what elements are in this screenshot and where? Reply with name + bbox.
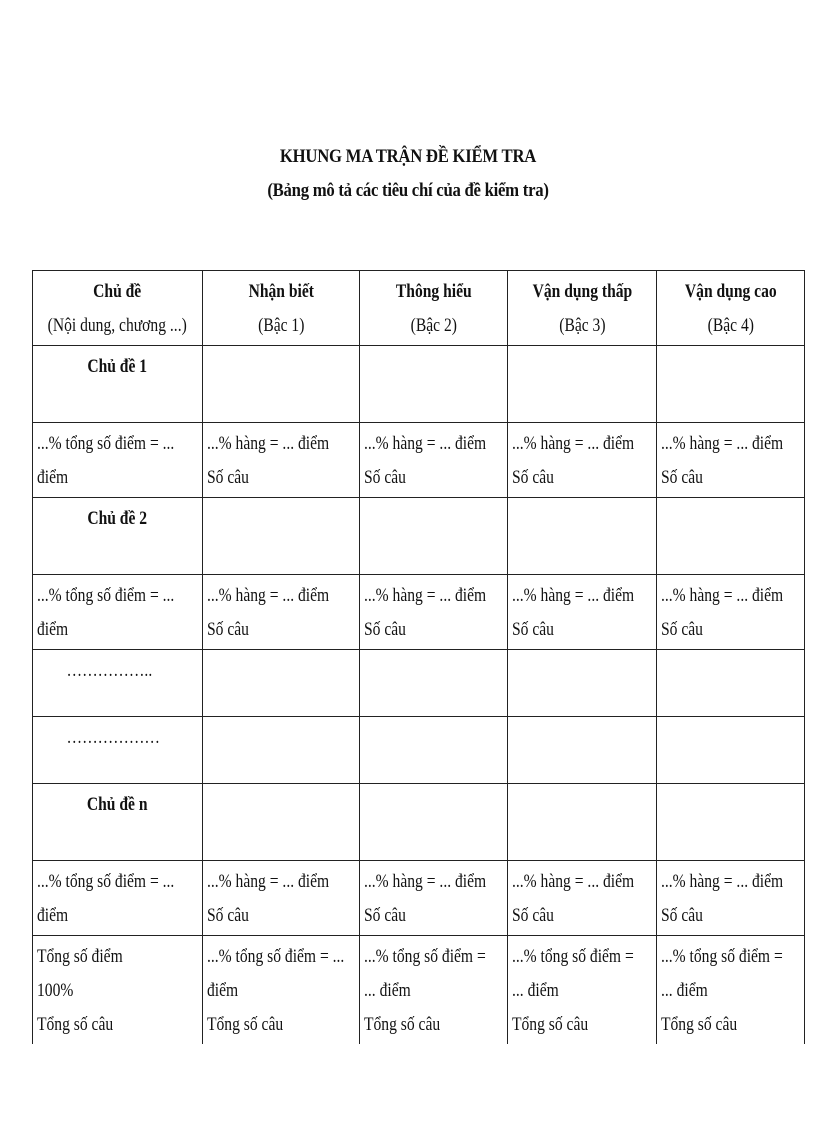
total-level-4-cell: ...% tổng số điểm = ... điểm Tổng số câu <box>657 936 805 1045</box>
empty-cell <box>657 717 805 784</box>
empty-cell <box>360 498 508 575</box>
header-topic: Chủ đề (Nội dung, chương ...) <box>33 271 203 346</box>
empty-cell <box>657 650 805 717</box>
header-row <box>33 271 805 346</box>
level-score-cell: ...% hàng = ... điểm Số câu <box>508 423 657 498</box>
topic-row-1 <box>33 346 805 423</box>
placeholder-dots: ……………… <box>33 717 203 784</box>
total-level-3-cell: ...% tổng số điểm = ... điểm Tổng số câu <box>508 936 657 1045</box>
level-score-cell: ...% hàng = ... điểm Số câu <box>657 575 805 650</box>
pct-row-2 <box>33 575 805 650</box>
pct-row-1 <box>33 423 805 498</box>
total-level-2-cell: ...% tổng số điểm = ... điểm Tổng số câu <box>360 936 508 1045</box>
title-line-2: (Bảng mô tả các tiêu chí của đề kiểm tra) <box>267 180 549 201</box>
level-score-cell: ...% hàng = ... điểm Số câu <box>360 423 508 498</box>
placeholder-row-1 <box>33 650 805 717</box>
level-score-cell: ...% hàng = ... điểm Số câu <box>508 575 657 650</box>
title-line-1: KHUNG MA TRẬN ĐỀ KIỂM TRA <box>279 146 537 167</box>
pct-row-n <box>33 861 805 936</box>
empty-cell <box>508 717 657 784</box>
matrix-table <box>32 270 805 1044</box>
empty-cell <box>360 717 508 784</box>
empty-cell <box>360 784 508 861</box>
empty-cell <box>508 650 657 717</box>
empty-cell <box>508 346 657 423</box>
header-level-4: Vận dụng cao (Bậc 4) <box>657 271 805 346</box>
header-level-3: Vận dụng thấp (Bậc 3) <box>508 271 657 346</box>
level-score-cell: ...% hàng = ... điểm Số câu <box>203 575 360 650</box>
level-score-cell: ...% hàng = ... điểm Số câu <box>360 861 508 936</box>
level-score-cell: ...% hàng = ... điểm Số câu <box>657 423 805 498</box>
empty-cell <box>508 784 657 861</box>
header-level-2: Thông hiểu (Bậc 2) <box>360 271 508 346</box>
empty-cell <box>657 784 805 861</box>
level-score-cell: ...% hàng = ... điểm Số câu <box>360 575 508 650</box>
level-score-cell: ...% hàng = ... điểm Số câu <box>508 861 657 936</box>
placeholder-dots: …………….. <box>33 650 203 717</box>
document-title <box>0 140 816 208</box>
topic-n-label: Chủ đề n <box>33 784 203 861</box>
empty-cell <box>657 346 805 423</box>
total-summary-cell: Tổng số điểm 100% Tổng số câu <box>33 936 203 1045</box>
topic-score-cell: ...% tổng số điểm = ... điểm <box>33 423 203 498</box>
level-score-cell: ...% hàng = ... điểm Số câu <box>657 861 805 936</box>
placeholder-row-2 <box>33 717 805 784</box>
topic-1-label: Chủ đề 1 <box>33 346 203 423</box>
empty-cell <box>203 784 360 861</box>
header-level-1: Nhận biết (Bậc 1) <box>203 271 360 346</box>
empty-cell <box>203 717 360 784</box>
empty-cell <box>360 346 508 423</box>
total-level-1-cell: ...% tổng số điểm = ... điểm Tổng số câu <box>203 936 360 1045</box>
topic-row-n <box>33 784 805 861</box>
level-score-cell: ...% hàng = ... điểm Số câu <box>203 423 360 498</box>
total-row <box>33 936 805 1045</box>
empty-cell <box>508 498 657 575</box>
empty-cell <box>360 650 508 717</box>
empty-cell <box>203 498 360 575</box>
empty-cell <box>203 346 360 423</box>
level-score-cell: ...% hàng = ... điểm Số câu <box>203 861 360 936</box>
empty-cell <box>203 650 360 717</box>
empty-cell <box>657 498 805 575</box>
topic-score-cell: ...% tổng số điểm = ... điểm <box>33 575 203 650</box>
topic-score-cell: ...% tổng số điểm = ... điểm <box>33 861 203 936</box>
topic-2-label: Chủ đề 2 <box>33 498 203 575</box>
topic-row-2 <box>33 498 805 575</box>
